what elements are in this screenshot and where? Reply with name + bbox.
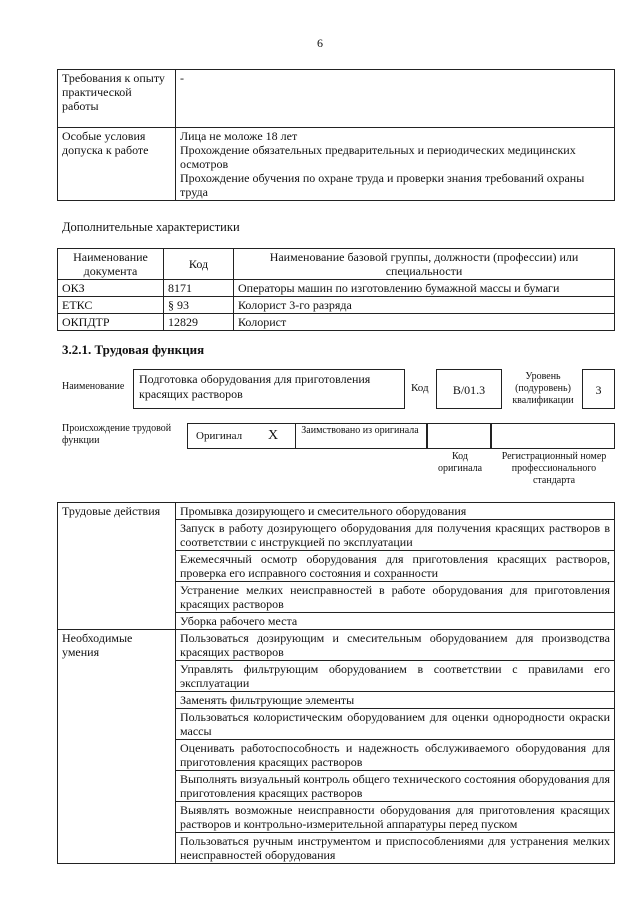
section-title: 3.2.1. Трудовая функция	[62, 342, 205, 357]
level-label: Уровень (подуровень) квалификации	[512, 371, 574, 406]
duty-item: Ежемесячный осмотр оборудования для приготовления красящих растворов, проверка его исправного состояния и сохранности	[176, 551, 615, 582]
origin-box	[187, 423, 427, 449]
cell: ОКПДТР	[58, 314, 164, 331]
level-value-box: 3	[582, 369, 615, 409]
original-label: Оригинал	[196, 430, 243, 442]
code-original-box	[427, 423, 491, 449]
cell: Колорист 3-го разряда	[234, 297, 615, 314]
skill-item: Управлять фильтрующим оборудованием в соответствии с правилами его эксплуатации	[176, 661, 615, 692]
row-value	[176, 128, 615, 201]
cell: 8171	[164, 280, 234, 297]
table-row	[58, 280, 615, 297]
table-row	[58, 297, 615, 314]
requirement-line: Лица не моложе 18 лет	[180, 129, 298, 143]
header-cell: Наименование базовой группы, должности (профессии) или специальности	[234, 249, 615, 280]
requirement-line: Прохождение обязательных предварительных и периодических медицинских осмотров	[180, 143, 576, 171]
code-label: Код	[411, 382, 429, 394]
duty-item: Устранение мелких неисправностей в работе оборудования для приготовления красящих растворов	[176, 582, 615, 613]
reg-number-label: Регистрационный номер профессионального стандарта	[501, 451, 607, 486]
duty-item: Промывка дозирующего и смесительного оборудования	[176, 503, 615, 520]
table-row	[58, 128, 615, 201]
skill-item: Пользоваться ручным инструментом и приспособлениями для устранения мелких неисправностей оборудования	[176, 833, 615, 864]
cell: § 93	[164, 297, 234, 314]
classifier-table	[57, 248, 615, 331]
header-cell: Код	[164, 249, 234, 280]
table-row	[58, 503, 615, 520]
table-row	[58, 314, 615, 331]
header-cell: Наименование документа	[58, 249, 164, 280]
group-label: Необходимые умения	[58, 630, 176, 864]
row-label: Требования к опыту практической работы	[58, 70, 176, 128]
function-code-box: В/01.3	[436, 369, 502, 409]
skill-item: Пользоваться колористическим оборудованием для оценки однородности окраски массы	[176, 709, 615, 740]
cell: 12829	[164, 314, 234, 331]
name-label: Наименование	[62, 381, 125, 392]
reg-number-box	[491, 423, 615, 449]
table-row	[58, 70, 615, 128]
function-name-box: Подготовка оборудования для приготовления красящих растворов	[133, 369, 405, 409]
requirements-table	[57, 69, 615, 201]
table-header-row	[58, 249, 615, 280]
group-label: Трудовые действия	[58, 503, 176, 630]
code-original-label: Код оригинала	[437, 451, 483, 474]
origin-label: Происхождение трудовой функции	[62, 423, 172, 446]
borrowed-label: Заимствовано из оригинала	[301, 425, 419, 436]
additional-caption: Дополнительные характеристики	[62, 220, 240, 234]
duty-item: Запуск в работу дозирующего оборудования для получения красящих растворов в соответствии с инструкцией по эксплуатации	[176, 520, 615, 551]
requirement-line: -	[180, 71, 184, 85]
duties-table	[57, 502, 615, 864]
cell: Колорист	[234, 314, 615, 331]
cell: Операторы машин по изготовлению бумажной массы и бумаги	[234, 280, 615, 297]
skill-item: Оценивать работоспособность и надежность обслуживаемого оборудования для приготовления красящих растворов	[176, 740, 615, 771]
requirement-line: Прохождение обучения по охране труда и проверки знания требований охраны труда	[180, 171, 585, 199]
skill-item: Выявлять возможные неисправности оборудования для приготовления красящих растворов и контрольно-измерительной аппаратуры перед пуском	[176, 802, 615, 833]
skill-item: Выполнять визуальный контроль общего технического состояния оборудования для приготовления красящих растворов	[176, 771, 615, 802]
cell: ОКЗ	[58, 280, 164, 297]
skill-item: Заменять фильтрующие элементы	[176, 692, 615, 709]
row-label: Особые условия допуска к работе	[58, 128, 176, 201]
original-mark: X	[268, 428, 279, 443]
page-number: 6	[317, 36, 323, 50]
divider	[295, 423, 296, 449]
cell: ЕТКС	[58, 297, 164, 314]
table-row	[58, 630, 615, 661]
skill-item: Пользоваться дозирующим и смесительным оборудованием для производства красящих растворов	[176, 630, 615, 661]
row-value	[176, 70, 615, 128]
duty-item: Уборка рабочего места	[176, 613, 615, 630]
